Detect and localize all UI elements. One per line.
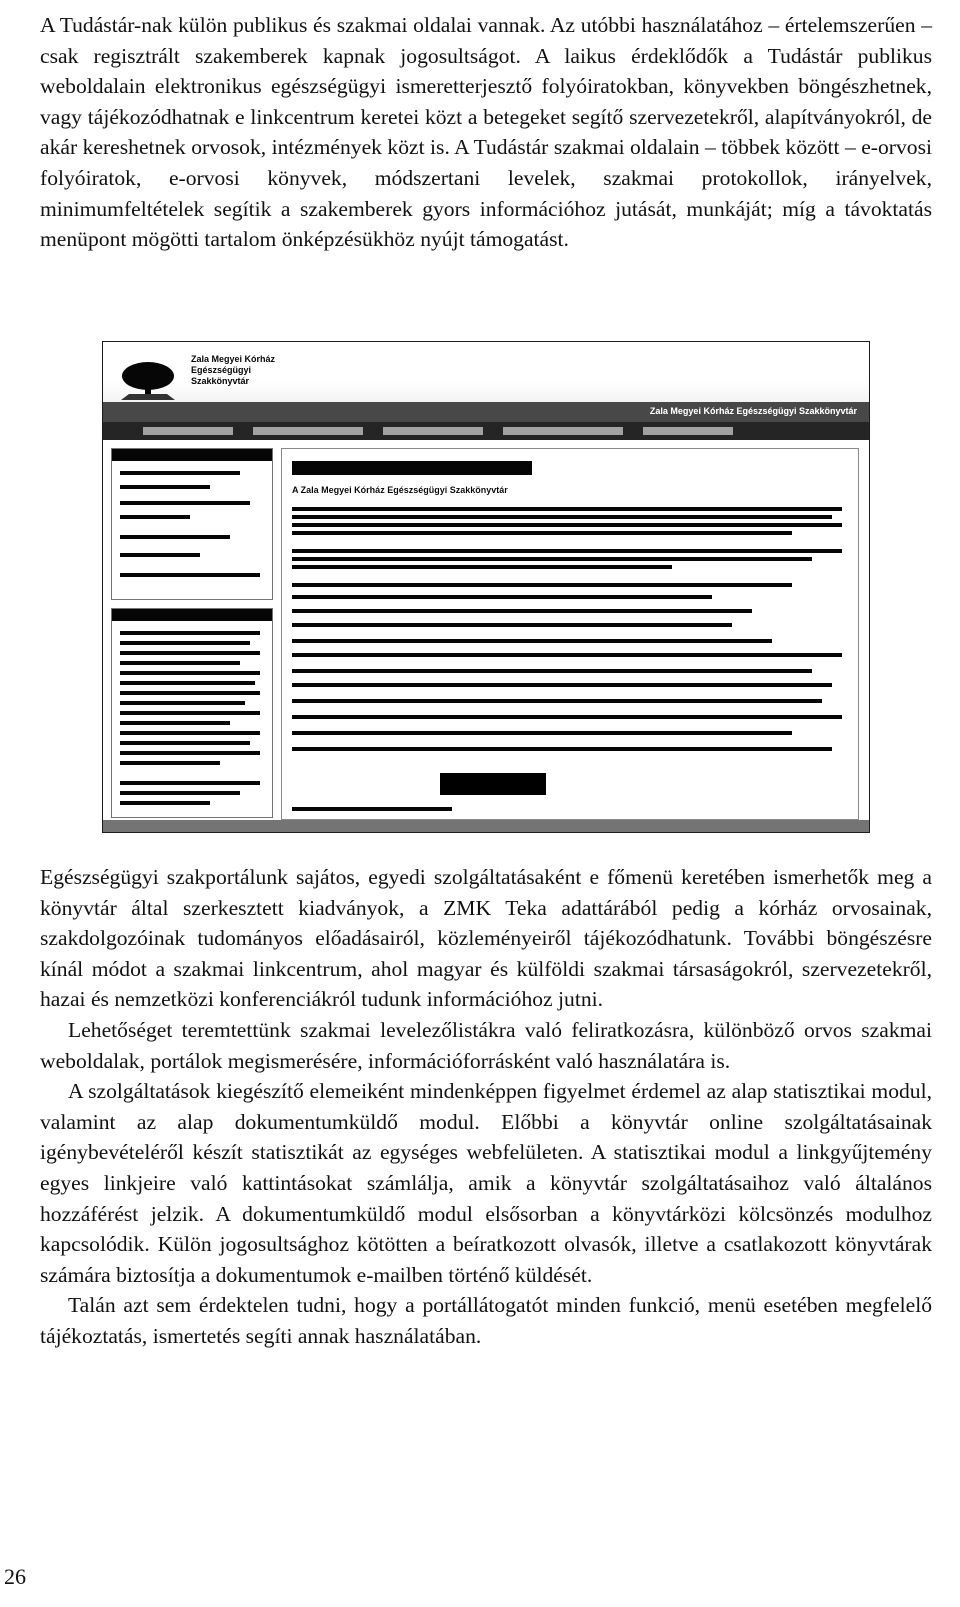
services-section (40, 862, 932, 1352)
portal-brand-text: Zala Megyei Kórház Egészségügyi Szakkönyvtár (191, 354, 276, 386)
portal-footer (103, 820, 869, 832)
page-number: 26 (4, 1564, 26, 1589)
text-line (120, 721, 230, 725)
portal-header (103, 342, 869, 402)
text-line (292, 595, 712, 599)
text-line (120, 471, 240, 475)
paragraph-szakportal: Egészségügyi szakportálunk sajátos, egyedi szolgáltatásaként e főmenü keretében ismerhetők meg a könyvtár által szerkesztett kiadványok, a ZMK Teka adattárából pedig a kórház orvosainak, szakdolgozóinak tudományos előadásairól, közleményeiről tájékozódhatunk. További böngészésre kínál módot a szakmai linkcentrum, ahol magyar és külföldi szakmai társaságokról, szervezetekről, hazai és nemzetközi konferenciákról tudunk információhoz jutni. (40, 865, 932, 1012)
text-line (292, 531, 792, 535)
text-line (292, 653, 842, 657)
text-line (120, 573, 260, 577)
text-line (292, 583, 792, 587)
text-line (120, 515, 190, 519)
text-line (292, 565, 672, 569)
paragraph-statisztika: A szolgáltatások kiegészítő elemeiként mindenképpen figyelmet érdemel az alap statisztikai modul, valamint az alap dokumentumküldő modul. Előbbi a könyvtár online szolgáltatásainak igénybevételéről készít statisztikát az egységes webfelületen. A statisztikai modul a linkgyűjtemény egyes linkjeire való kattintásokat számlálja, amik a könyvtár szolgáltatásaihoz való általános hozzáférést jelzik. A dokumentumküldő modul elsősorban a könyvtárközi kölcsönzés modulhoz kapcsolódik. Külön jogosultsághoz kötötten a beíratkozott olvasók, illetve a csatlakozott könyvtárak számára biztosítja a dokumentumok e-mailben történő küldését. (40, 1079, 932, 1287)
text-line (120, 761, 220, 765)
text-line (120, 701, 245, 705)
portal-banner-text: Zala Megyei Kórház Egészségügyi Szakkönyvtár (649, 406, 857, 416)
text-line (292, 523, 842, 527)
text-line (120, 751, 260, 755)
main-dark-button (440, 773, 546, 795)
text-line (120, 535, 230, 539)
text-line (292, 669, 812, 673)
text-line (120, 661, 240, 665)
sidebar-login-box (111, 448, 273, 600)
text-line (120, 741, 250, 745)
nav-item (143, 427, 233, 435)
text-line (292, 807, 452, 811)
portal-screenshot-figure (102, 341, 870, 833)
portal-banner (103, 402, 869, 422)
text-line (120, 641, 250, 645)
text-line (120, 801, 210, 805)
sidebar-box-title (112, 609, 272, 621)
text-line (292, 609, 752, 613)
nav-item (253, 427, 363, 435)
main-heading-bar (292, 461, 532, 475)
text-line (120, 553, 200, 557)
text-line (120, 631, 260, 635)
text-line (120, 651, 260, 655)
text-line (120, 671, 260, 675)
nav-item (643, 427, 733, 435)
sidebar-news-box (111, 608, 273, 818)
text-line (120, 711, 260, 715)
text-line (120, 681, 255, 685)
text-line (120, 501, 250, 505)
sidebar-box-title (112, 449, 272, 461)
text-line (120, 781, 260, 785)
intro-section (40, 4, 932, 255)
portal-sidebar (111, 448, 271, 818)
paragraph-levelezolistak: Lehetőséget teremtettünk szakmai levelezőlistákra való feliratkozásra, különböző orvos szakmai weboldalak, portálok megismerésére, információforrásként való használatára is. (40, 1017, 932, 1073)
text-line (292, 683, 832, 687)
paragraph-tudastar: A Tudástár-nak külön publikus és szakmai oldalai vannak. Az utóbbi használatához – értelemszerűen – csak regisztrált szakemberek kapnak jogosultságot. A laikus érdeklődők a Tudástár publikus weboldalain elektronikus egészségügyi ismeretterjesztő folyóiratokban, könyvekben böngészhetnek, vagy tájékozódhatnak e linkcentrum keretei közt a betegeket segítő szervezetekről, alapítványokról, de akár kereshetnek orvosok, intézmények közt is. A Tudástár szakmai oldalain – többek között – e-orvosi folyóiratok, e-orvosi könyvek, módszertani levelek, szakmai protokollok, irányelvek, minimumfeltételek segítik a szakemberek gyors információhoz jutását, munkáját; míg a távoktatás menüpont mögötti tartalom önképzésükhöz nyújt támogatást. (40, 13, 932, 252)
text-line (120, 791, 240, 795)
text-line (292, 715, 842, 719)
text-line (292, 623, 732, 627)
portal-main-content (281, 448, 859, 820)
nav-item (383, 427, 483, 435)
text-line (120, 691, 260, 695)
main-subheading: A Zala Megyei Kórház Egészségügyi Szakkönyvtár (292, 485, 508, 495)
text-line (292, 507, 842, 511)
nav-item (503, 427, 623, 435)
paragraph-tajekoztatas: Talán azt sem érdektelen tudni, hogy a portállátogatót minden funkció, menü esetében megfelelő tájékoztatás, ismertetés segíti annak használatában. (40, 1293, 932, 1348)
text-line (292, 639, 772, 643)
tree-logo-icon (117, 354, 179, 402)
text-line (120, 731, 260, 735)
portal-nav-bar (103, 422, 869, 440)
text-line (292, 731, 792, 735)
text-line (120, 485, 210, 489)
text-line (292, 549, 842, 553)
text-line (292, 699, 822, 703)
text-line (292, 557, 812, 561)
text-line (292, 747, 832, 751)
text-line (292, 515, 832, 519)
